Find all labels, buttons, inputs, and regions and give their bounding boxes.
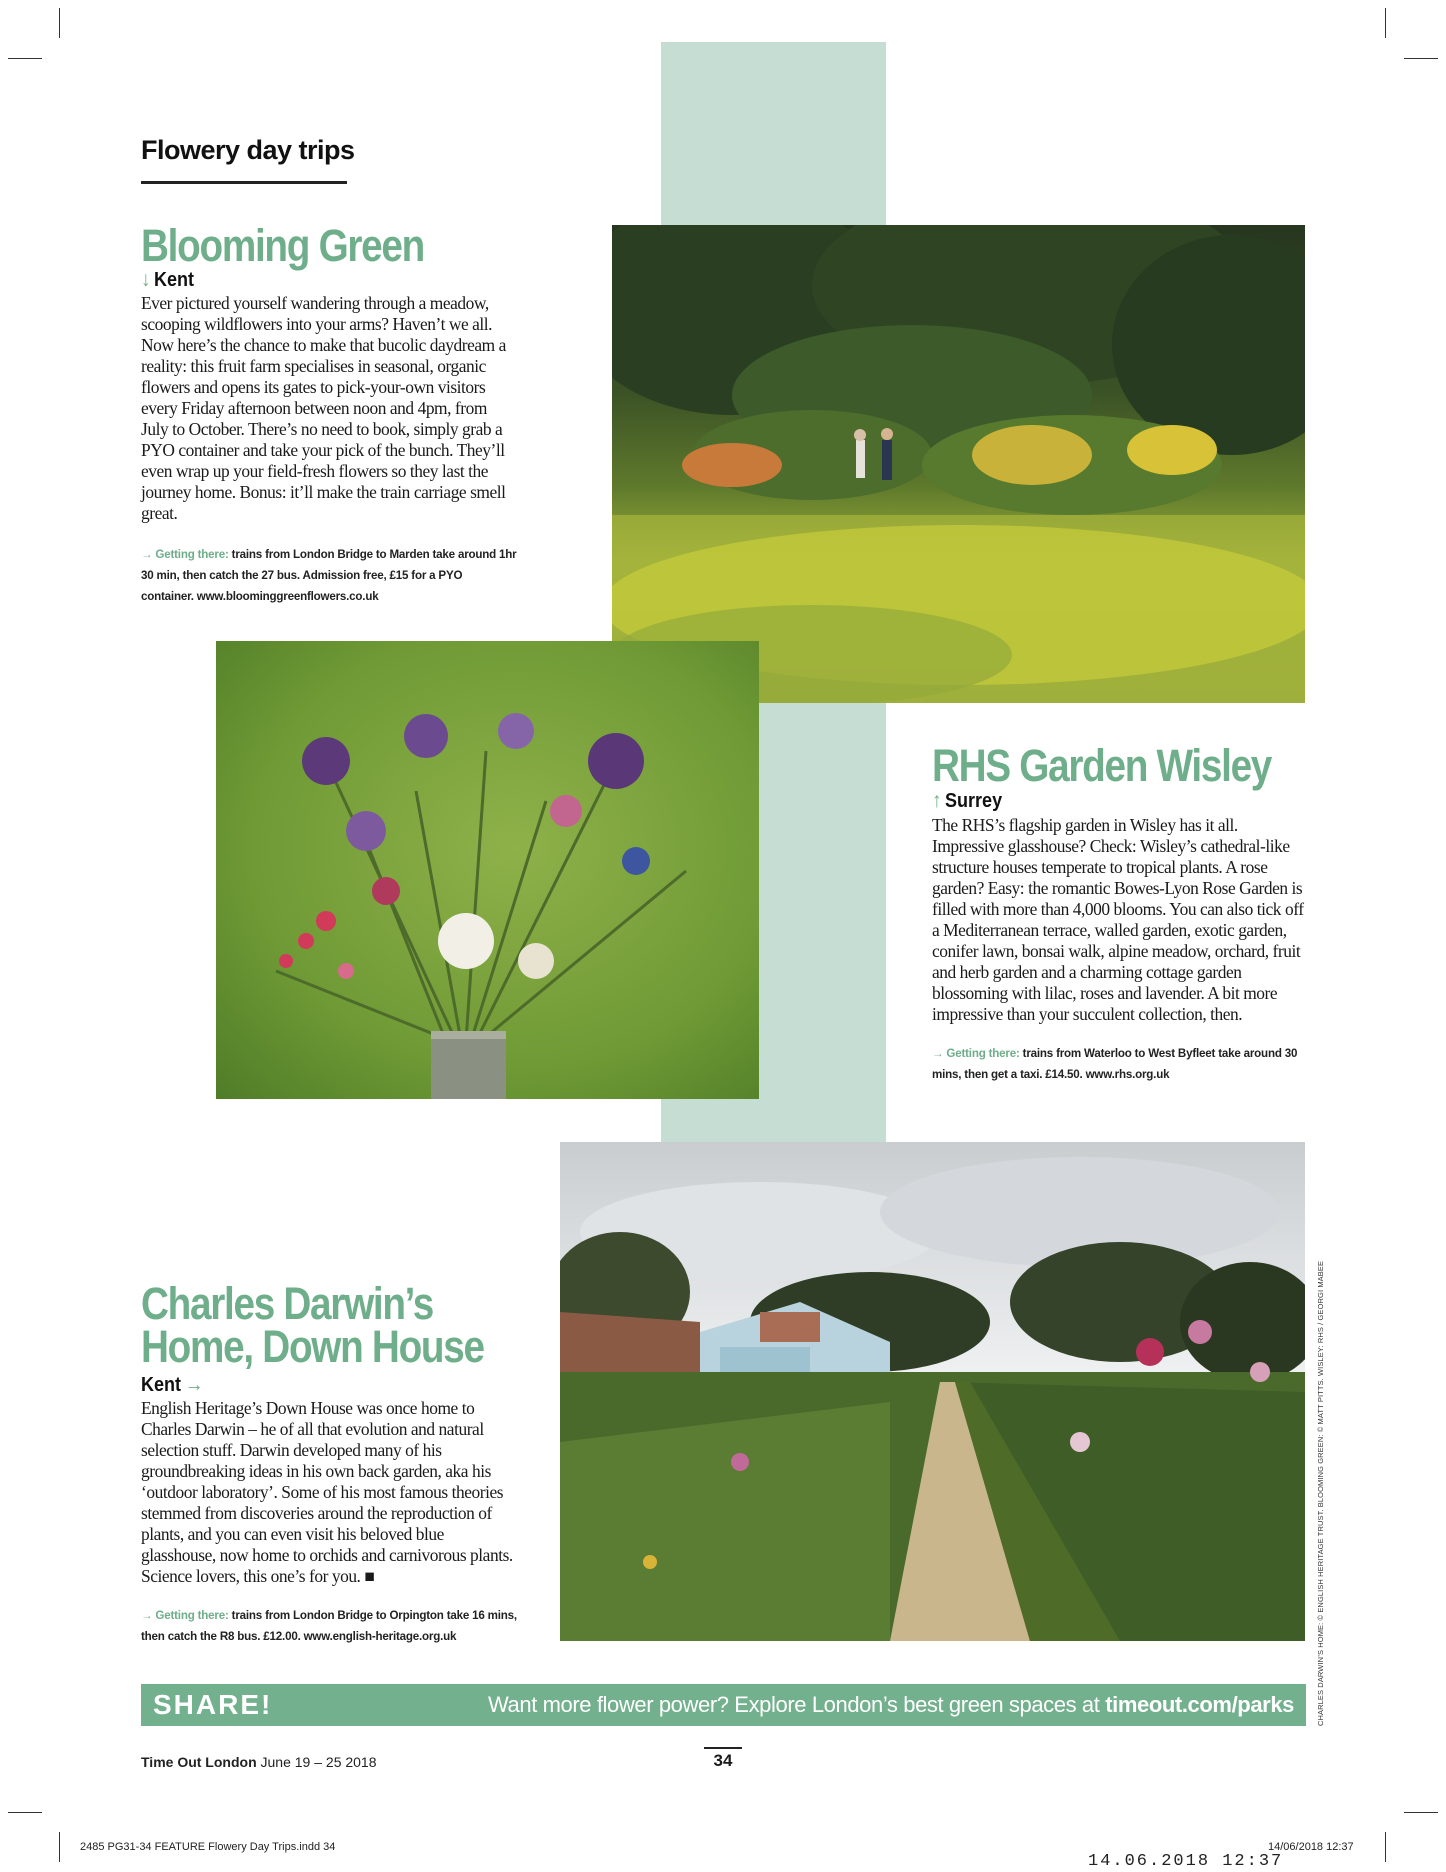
footer-publication [141, 1754, 377, 1770]
crop-mark [59, 1832, 60, 1862]
share-cta [488, 1692, 1294, 1718]
arrow-up-icon: ↑ [932, 789, 942, 812]
bouquet-photo [216, 641, 759, 1099]
page-number-rule [704, 1747, 742, 1749]
share-link[interactable]: timeout.com/parks [1105, 1692, 1294, 1717]
arrow-down-icon: ↓ [141, 268, 151, 291]
article-headline [141, 1278, 484, 1372]
crop-mark [1404, 1812, 1438, 1813]
crop-mark [8, 1812, 42, 1813]
getting-there-text: trains from London Bridge to Orpington take 16 mins, then catch the R8 bus. £12.00. www.english-heritage.org.uk [141, 1609, 517, 1643]
article-headline: Blooming Green [141, 220, 424, 271]
crop-mark [1385, 1832, 1386, 1862]
article-location [932, 789, 1002, 813]
share-label: SHARE! [153, 1689, 273, 1720]
headline-line: Charles Darwin’s [141, 1278, 433, 1329]
getting-there-label: Getting there: [155, 548, 229, 561]
getting-there [141, 544, 517, 607]
getting-there-text: trains from Waterloo to West Byfleet take around 30 mins, then get a taxi. £14.50. www.rhs.org.uk [932, 1047, 1298, 1081]
getting-there [141, 1605, 517, 1647]
slug-datetime: 14/06/2018 12:37 [1268, 1841, 1354, 1853]
share-bar [141, 1684, 1306, 1726]
article-body: English Heritage’s Down House was once home to Charles Darwin – he of all that evolution and natural selection stuff. Darwin developed many of his groundbreaking ideas in his own back garden, aka his ‘outdoor laboratory’. Some of his most famous theories stemmed from discoveries around the reproduction of plants, and you can even visit his beloved blue glasshouse, now home to orchids and carnivorous plants. Science lovers, this one’s for you. ■ [141, 1398, 513, 1586]
share-cta-text: Want more flower power? Explore London’s best green spaces at [487, 1692, 1106, 1717]
crop-mark [1385, 8, 1386, 38]
article-location [141, 1373, 204, 1397]
issue-dates: June 19 – 25 2018 [260, 1754, 377, 1770]
location-label: Kent [141, 1373, 182, 1396]
article-body: The RHS’s flagship garden in Wisley has it all. Impressive glasshouse? Check: Wisley’s cathedral-like structure houses temperate to tropical plants. A rose garden? Easy: the romantic Bowes-Lyon Rose Garden is filled with more than 4,000 blooms. You can also tick off a Mediterranean terrace, walled garden, exotic garden, conifer lawn, bonsai walk, alpine meadow, orchard, fruit and herb garden and a charming cottage garden blossoming with lilac, roses and lavender. A bit more impressive than your succulent collection, then. [932, 815, 1304, 1024]
crop-mark [1404, 58, 1438, 59]
section-rule [141, 181, 347, 184]
location-label: Kent [154, 268, 195, 291]
publication-name: Time Out London [141, 1754, 257, 1770]
crop-mark [8, 58, 42, 59]
section-title: Flowery day trips [141, 135, 355, 165]
arrow-right-icon: → [184, 1373, 204, 1396]
crop-mark [59, 8, 60, 38]
photo-credit: CHARLES DARWIN’S HOME: © ENGLISH HERITAGE TRUST. BLOOMING GREEN: © MATT PITTS. WISLEY: RHS / GEORGI MABEE [1316, 1260, 1325, 1726]
arrow-right-icon: → [141, 1609, 156, 1622]
page-number: 34 [713, 1751, 733, 1770]
getting-there-label: Getting there: [946, 1047, 1020, 1060]
location-label: Surrey [945, 789, 1003, 812]
article-body: Ever pictured yourself wandering through a meadow, scooping wildflowers into your arms? Haven’t we all. Now here’s the chance to make that bucolic daydream a reality: this fruit farm specialises in seasonal, organic flowers and opens its gates to pick-your-own visitors every Friday afternoon between noon and 4pm, from July to October. There’s no need to book, simply grab a PYO container and take your pick of the bunch. They’ll even wrap up your field-fresh flowers so they last the journey home. Bonus: it’ll make the train carriage smell great. [141, 293, 506, 523]
slug-file: 2485 PG31-34 FEATURE Flowery Day Trips.indd 34 [80, 1841, 336, 1853]
article-headline: RHS Garden Wisley [932, 740, 1272, 791]
getting-there-label: Getting there: [155, 1609, 229, 1622]
down-house-garden-photo [560, 1142, 1305, 1641]
getting-there-text: trains from London Bridge to Marden take around 1hr 30 min, then catch the 27 bus. Admission free, £15 for a PYO container. www.bloominggreenflowers.co.uk [141, 548, 517, 603]
meadow-photo [612, 225, 1305, 703]
article-location [141, 268, 194, 292]
getting-there [932, 1043, 1310, 1085]
arrow-right-icon: → [141, 548, 156, 561]
arrow-right-icon: → [932, 1047, 947, 1060]
headline-line: Home, Down House [141, 1321, 484, 1372]
print-stamp: 14.06.2018 12:37 [1088, 1852, 1284, 1871]
